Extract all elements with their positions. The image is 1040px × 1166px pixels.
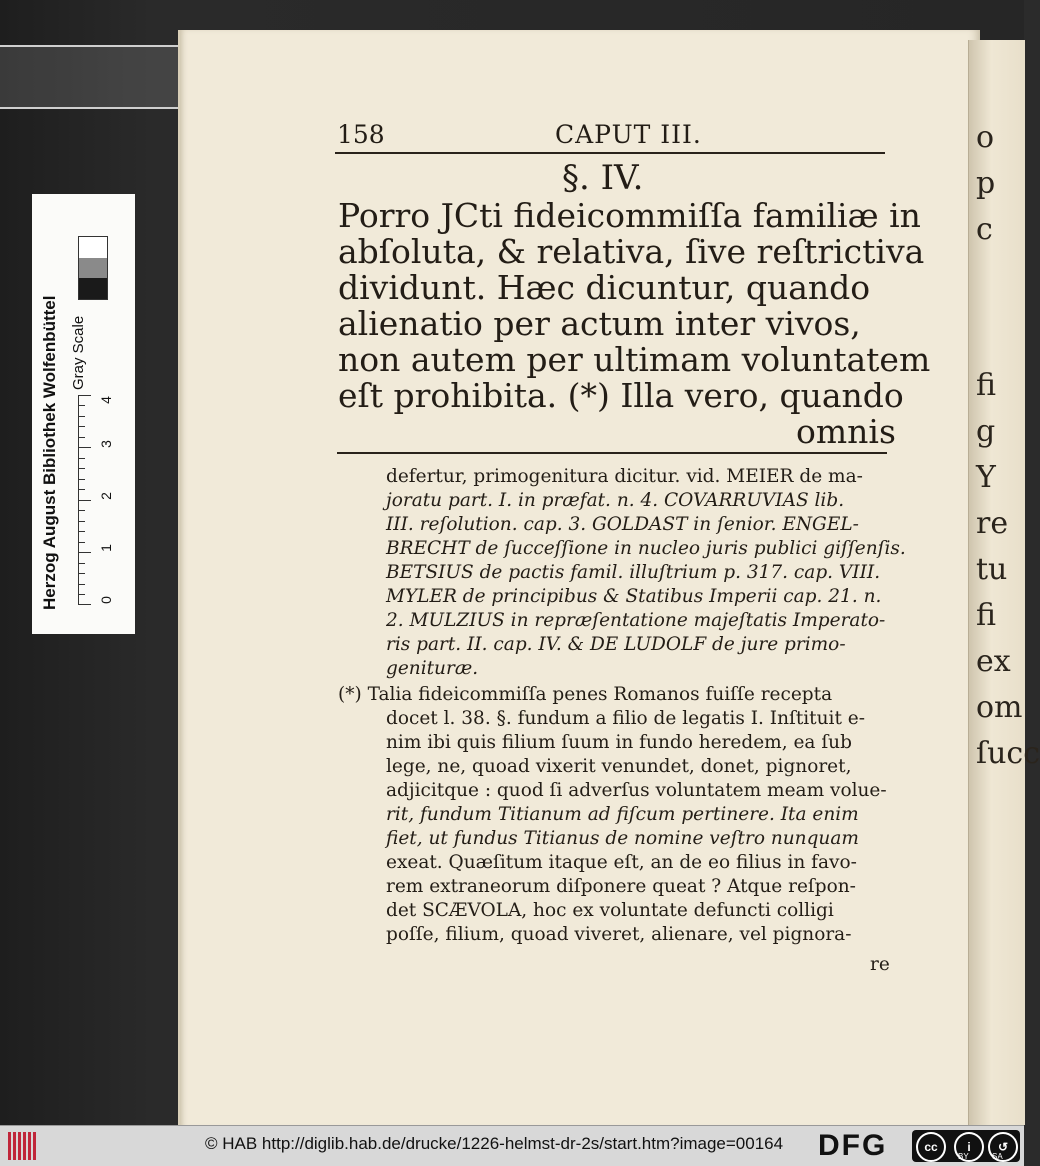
- page-number: 158: [337, 120, 385, 149]
- edge-letter: ſucc: [976, 736, 1040, 771]
- ruler-number: 2: [97, 492, 114, 500]
- footnote-line: det SCÆVOLA, hoc ex voluntate defuncti colligi: [386, 900, 834, 921]
- edge-letter: fi: [976, 598, 997, 633]
- main-text-line: eſt prohibita. (*) Illa vero, quando: [338, 376, 904, 415]
- footnote-line: genituræ.: [386, 658, 479, 679]
- edge-letter: re: [976, 506, 1009, 541]
- section-heading: §. IV.: [562, 158, 644, 198]
- main-text-line: alienatio per actum inter vivos,: [338, 304, 861, 343]
- footnote-line: MYLER de principibus & Statibus Imperii cap. 21. n.: [386, 586, 882, 607]
- footnote-line: BETSIUS de pactis famil. illuſtrium p. 317. cap. VIII.: [386, 562, 881, 583]
- footnote-line: exeat. Quæſitum itaque eſt, an de eo filius in favo-: [386, 852, 857, 873]
- footnote-line: ris part. II. cap. IV. & DE LUDOLF de jure primo-: [386, 634, 846, 655]
- library-label: Herzog August Bibliothek Wolfenbüttel: [40, 295, 59, 610]
- footnote-line: (*) Talia fideicommiſſa penes Romanos fuiſſe recepta: [338, 684, 833, 705]
- main-text-line: non autem per ultimam voluntatem: [338, 340, 931, 379]
- ruler-number: 1: [97, 544, 114, 552]
- footnote-line: BRECHT de ſucceſſione in nucleo juris publici giſſenſis.: [386, 538, 906, 559]
- footnote-line: fiet, ut fundus Titianus de nomine veſtro nunquam: [386, 828, 859, 849]
- footnote-line: III. reſolution. cap. 3. GOLDAST in ſenior. ENGEL-: [386, 514, 859, 535]
- footer-bar: [0, 1125, 1024, 1166]
- main-text-line: abſoluta, & relativa, ſive reſtrictiva: [338, 232, 925, 271]
- by-label: BY: [958, 1152, 969, 1161]
- sa-icon: ↺: [988, 1132, 1018, 1162]
- gray-scale-label: Gray Scale: [70, 315, 87, 390]
- footnote-line: defertur, primogenitura dicitur. vid. MEIER de ma-: [386, 466, 863, 487]
- edge-letter: p: [976, 166, 996, 201]
- footnote-line: rit, fundum Titianum ad fiſcum pertinere. Ita enim: [386, 804, 859, 825]
- ruler-number: 3: [97, 440, 114, 448]
- gray-scale-patches: [78, 236, 108, 300]
- main-text-line: dividunt. Hæc dicuntur, quando: [338, 268, 871, 307]
- ruler-number: 0: [97, 596, 114, 604]
- ruler-number: 4: [97, 396, 114, 404]
- footnote-line: adjicitque : quod ſi adverſus voluntatem meam volue-: [386, 780, 887, 801]
- ruler: [78, 395, 99, 605]
- copyright-link[interactable]: © HAB http://diglib.hab.de/drucke/1226-helmst-dr-2s/start.htm?image=00164: [205, 1134, 784, 1153]
- footnote-line: nim ibi quis filium ſuum in fundo heredem, ea ſub: [386, 732, 852, 753]
- cc-icon: cc: [916, 1132, 946, 1162]
- edge-letter: g: [976, 414, 996, 449]
- edge-letter: tu: [976, 552, 1008, 587]
- footnote-line: docet l. 38. §. fundum a filio de legatis I. Inſtituit e-: [386, 708, 865, 729]
- main-text-line: Porro JCti fideicommiſſa familiæ in: [338, 196, 921, 235]
- edge-letter: om: [976, 690, 1023, 725]
- footnote-line: rem extraneorum diſponere queat ? Atque reſpon-: [386, 876, 856, 897]
- edge-letter: c: [976, 212, 993, 247]
- dfg-logo: DFG: [818, 1129, 888, 1162]
- cc-license-badge[interactable]: [912, 1130, 1020, 1162]
- main-text-line: omnis: [796, 412, 896, 451]
- edge-letter: ex: [976, 644, 1011, 679]
- hab-logo-icon: [8, 1132, 46, 1160]
- footnote-line: joratu part. I. in præfat. n. 4. COVARRUVIAS lib.: [386, 490, 845, 511]
- by-icon: i: [954, 1132, 984, 1162]
- footnote-rule: [337, 452, 887, 454]
- footnote-line: 2. MULZIUS in repræſentatione majeſtatis Imperato-: [386, 610, 886, 631]
- footnote-line: poſſe, filium, quoad viveret, alienare, vel pignora-: [386, 924, 852, 945]
- running-head: [335, 118, 885, 154]
- edge-letter: fi: [976, 368, 997, 403]
- footnote-line: lege, ne, quoad vixerit venundet, donet, pignoret,: [386, 756, 852, 777]
- edge-letter: Y: [976, 460, 996, 495]
- chapter-title: CAPUT III.: [555, 120, 702, 149]
- edge-letter: o: [976, 120, 995, 155]
- facing-page-letters: [976, 120, 1040, 782]
- sa-label: SA: [992, 1152, 1003, 1161]
- footnote-line: re: [870, 954, 890, 975]
